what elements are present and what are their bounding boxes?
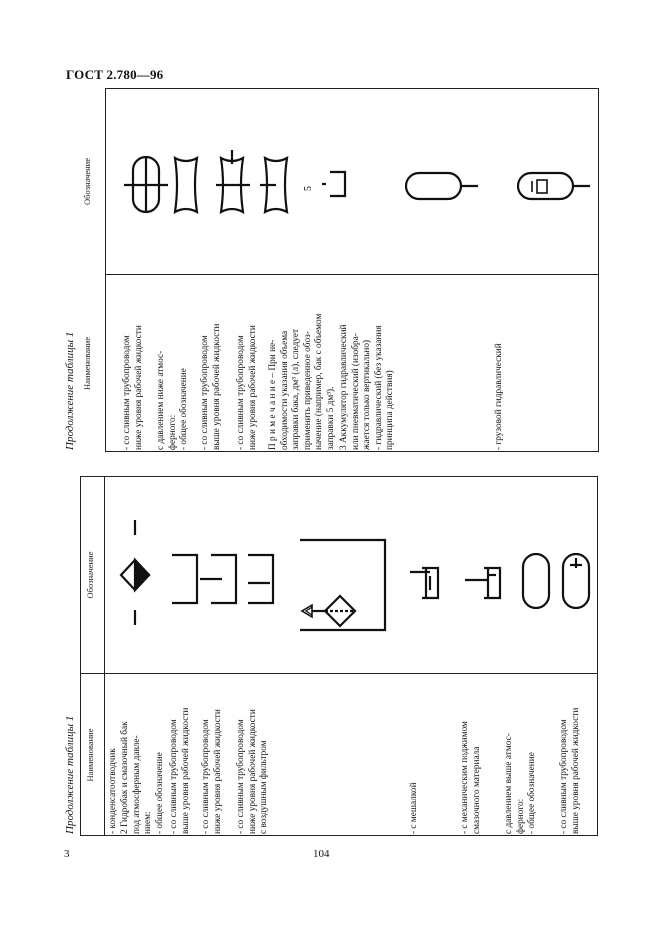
right-table-caption: Продолжение таблицы 1 [64, 331, 76, 450]
right-row-7: - грузовой гидравлический [494, 343, 504, 450]
right-col-name-header: Наименование [82, 337, 92, 390]
page-number-center: 104 [313, 848, 330, 860]
right-row-4: - со сливным трубопроводом ниже уровня рабочей жидкости [236, 325, 258, 450]
left-row-4: - со сливным трубопроводом ниже уровня рабочей жидкости [201, 709, 223, 834]
right-row-1: - со сливным трубопроводом ниже уровня рабочей жидкости [122, 325, 144, 450]
left-table [64, 476, 594, 836]
left-row-6: - с мешалкой [409, 782, 419, 834]
right-row-2: с давлением ниже атмос- ферного: - общее обозначение [156, 350, 190, 450]
right-row-6: 3 Аккумулятор гидравлический или пневматический (изобра- жается только вертикально) - гидравлический (без указания принципа действия) [339, 324, 396, 450]
left-row-5: - со сливным трубопроводом ниже уровня рабочей жидкости с воздушным фильтром [236, 709, 270, 834]
left-col-name-header: Наименование [85, 728, 95, 782]
left-row-9: - со сливным трубопроводом выше уровня рабочей жидкости [559, 707, 581, 834]
right-table [64, 88, 599, 452]
left-row-3: - со сливным трубопроводом выше уровня рабочей жидкости [169, 707, 191, 834]
left-row-1: - конденсатоотводчик [108, 748, 118, 834]
left-table-caption: Продолжение таблицы 1 [64, 715, 76, 834]
right-row-3: - со сливным трубопроводом выше уровня рабочей жидкости [200, 323, 222, 450]
document-header: ГОСТ 2.780—96 [66, 67, 164, 82]
right-col-symbol-header: Обозначение [82, 158, 92, 205]
left-row-8: с давлением выше атмос- ферного: - общее обозначение [504, 733, 538, 834]
page-number-left: 3 [64, 848, 70, 860]
note-volume-label: 5 [303, 186, 314, 191]
left-row-7: - с механическим поджимом смазочного материала [460, 721, 482, 834]
left-col-symbol-header: Обозначение [85, 551, 95, 599]
left-row-2: 2 Гидробак и смазочный бак под атмосферным давле- нием: - общее обозначение [120, 721, 165, 834]
right-note: П р и м е ч а н и е – При не- обходимости указания объема заправки бака, дм³ (л), следует применить приведенное обоз- начение (например, бак с объемом заправки 5 дм³). [268, 313, 336, 450]
